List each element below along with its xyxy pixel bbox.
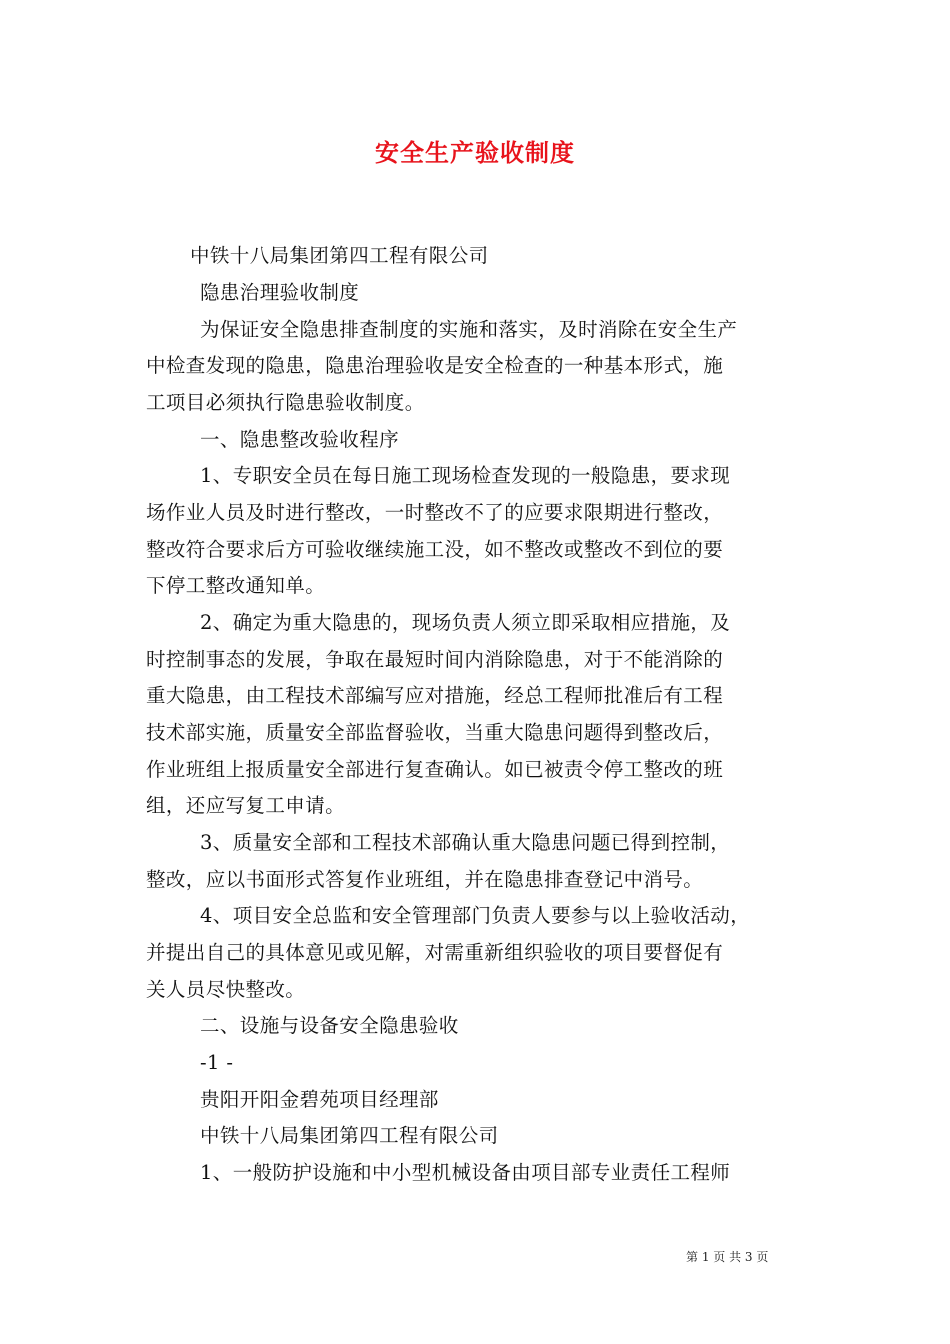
paragraph-line: 3、质量安全部和工程技术部确认重大隐患问题已得到控制， xyxy=(200,831,731,854)
paragraph-line: 组，还应写复工申请。 xyxy=(146,794,346,817)
paragraph-line: 1、一般防护设施和中小型机械设备由项目部专业责任工程师 xyxy=(200,1161,731,1184)
paragraph-line: 作业班组上报质量安全部进行复查确认。如已被责令停工整改的班 xyxy=(146,758,724,781)
paragraph-line: 为保证安全隐患排查制度的实施和落实，及时消除在安全生产 xyxy=(200,318,738,341)
section-heading: 隐患治理验收制度 xyxy=(200,281,360,304)
page-footer: 第 1 页 共 3 页 xyxy=(686,1250,769,1264)
paragraph-line: 整改符合要求后方可验收继续施工没，如不整改或整改不到位的要 xyxy=(146,538,724,561)
paragraph-line: 1、专职安全员在每日施工现场检查发现的一般隐患，要求现 xyxy=(200,464,731,487)
paragraph-line: 整改，应以书面形式答复作业班组，并在隐患排查登记中消号。 xyxy=(146,868,704,891)
section-heading: 一、隐患整改验收程序 xyxy=(200,428,400,451)
paragraph-line: 中检查发现的隐患，隐患治理验收是安全检查的一种基本形式，施 xyxy=(146,354,724,377)
paragraph-line: 时控制事态的发展，争取在最短时间内消除隐患，对于不能消除的 xyxy=(146,648,724,671)
paragraph-line: 技术部实施，质量安全部监督验收，当重大隐患问题得到整改后， xyxy=(146,721,724,744)
paragraph-line: 并提出自己的具体意见或见解，对需重新组织验收的项目要督促有 xyxy=(146,941,724,964)
paragraph-line: 下停工整改通知单。 xyxy=(146,574,326,597)
paragraph-line: 关人员尽快整改。 xyxy=(146,978,306,1001)
company-name: 中铁十八局集团第四工程有限公司 xyxy=(200,1124,499,1147)
paragraph-line: 工项目必须执行隐患验收制度。 xyxy=(146,391,425,414)
inline-page-number: -1 - xyxy=(200,1051,234,1074)
paragraph-line: 4、项目安全总监和安全管理部门负责人要参与以上验收活动， xyxy=(200,904,751,927)
section-heading: 二、设施与设备安全隐患验收 xyxy=(200,1014,459,1037)
project-department: 贵阳开阳金碧苑项目经理部 xyxy=(200,1088,439,1111)
paragraph-line: 场作业人员及时进行整改，一时整改不了的应要求限期进行整改， xyxy=(146,501,724,524)
company-name: 中铁十八局集团第四工程有限公司 xyxy=(190,244,489,267)
paragraph-line: 2、确定为重大隐患的，现场负责人须立即采取相应措施，及 xyxy=(200,611,731,634)
document-title: 安全生产验收制度 xyxy=(375,138,575,167)
paragraph-line: 重大隐患，由工程技术部编写应对措施，经总工程师批准后有工程 xyxy=(146,684,724,707)
